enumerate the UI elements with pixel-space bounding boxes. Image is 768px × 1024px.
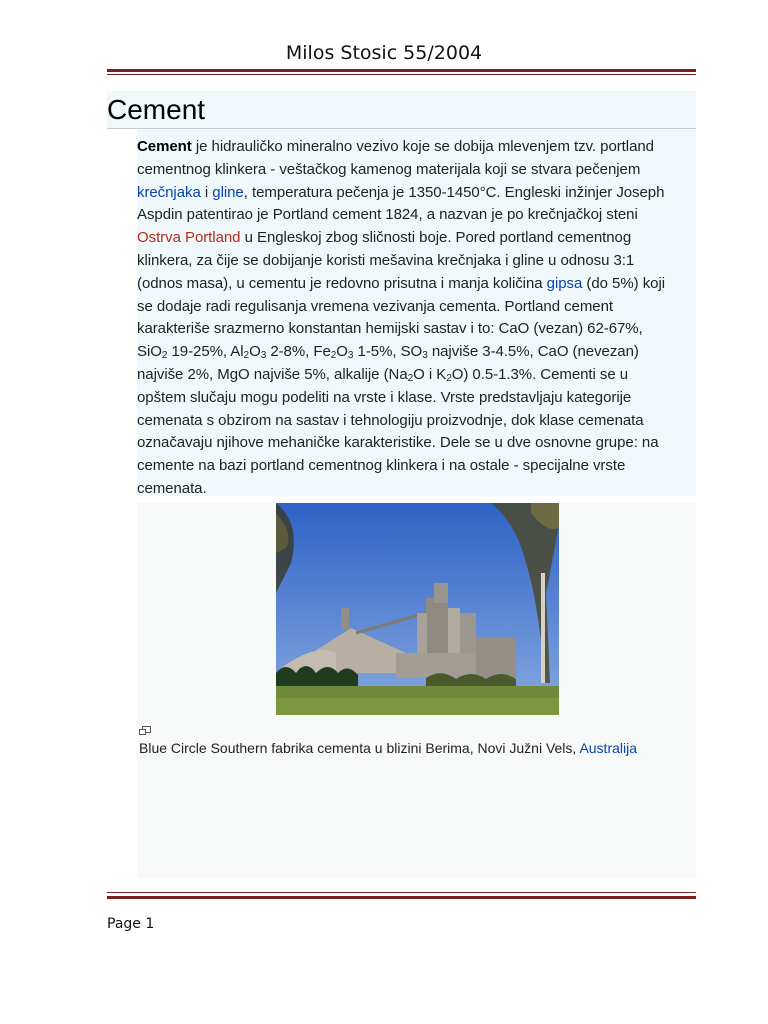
paragraph-line: Aspdin patentirao je Portland cement 1824, a nazvan je po krečnjačkoj steni (137, 206, 638, 224)
paragraph-line: karakteriše srazmerno konstantan hemijski sastav i to: CaO (vezan) 62-67%, (137, 320, 643, 338)
link-australija[interactable]: Australija (579, 740, 638, 756)
paragraph-line: označavaju njihove mehaničke karakteristike. Dele se u dve osnovne grupe: na (137, 434, 659, 452)
article-paragraph (137, 136, 696, 501)
article-heading: Cement (107, 94, 206, 125)
paragraph-line: cemente na bazi portland cementnog klinkera i na ostale - specijalne vrste (137, 457, 626, 475)
article-heading-band (107, 91, 696, 129)
page-number: Page 1 (107, 916, 155, 932)
footer-rule-thin (107, 892, 696, 893)
cement-factory-photo[interactable] (276, 503, 559, 715)
footer-rule-thick (107, 896, 696, 899)
paragraph-line: krečnjaka i gline, temperatura pečenja je 1350-1450°C. Engleski inžinjer Joseph (137, 183, 665, 201)
paragraph-line: Ostrva Portland u Engleskoj zbog sličnosti boje. Pored portland cementnog (137, 229, 632, 247)
paragraph-line: cemenata. (137, 479, 207, 497)
paragraph-line: se dodaje radi regulisanja vremena vezivanja cementa. Portland cement (137, 297, 613, 315)
paragraph-line: klinkera, za čije se dobijanje koristi mešavina krečnjaka i gline u odnosu 3:1 (137, 251, 635, 269)
figure-caption: Blue Circle Southern fabrika cementa u blizini Berima, Novi Južni Vels, Australija (139, 740, 638, 756)
enlarge-icon[interactable] (139, 725, 152, 736)
header-rule-thick (107, 69, 696, 72)
header-rule-thin (107, 74, 696, 75)
paragraph-line: najviše 2%, MgO najviše 5%, alkalije ($Na_2O$ i $K_2O$) 0.5-1.3%. Cementi se u (137, 365, 629, 384)
term-bold: Cement (137, 138, 192, 155)
paragraph-line: cemenata s obzirom na sastav i tehnologiju proizvodnje, dok klase cemenata (137, 411, 644, 429)
paragraph-line: SiO$_2$ 19-25%, $Al_2O_3$ 2-8%, $Fe_2O_3$ 1-5%, $SO_3$ najviše 3-4.5%, CaO (nevezan) (137, 343, 639, 362)
page-header-title: Milos Stosic 55/2004 (285, 42, 483, 64)
paragraph-line: opštem slučaju mogu podeliti na vrste i klase. Vrste predstavljaju kategorije (137, 388, 632, 406)
link-krecnjaka[interactable]: krečnjaka (137, 183, 201, 201)
paragraph-line: (odnos masa), u cementu je redovno prisutna i manja količina gipsa (do 5%) koji (137, 274, 666, 292)
paragraph-line: Cement je hidrauličko mineralno vezivo koje se dobija mlevenjem tzv. portland (137, 138, 654, 155)
link-gipsa[interactable]: gipsa (546, 274, 583, 292)
link-gline[interactable]: gline (212, 183, 244, 201)
link-ostrva-portland[interactable]: Ostrva Portland (137, 229, 241, 247)
paragraph-line: cementnog klinkera - veštačkog kamenog materijala koji se stvara pečenjem (137, 160, 641, 178)
